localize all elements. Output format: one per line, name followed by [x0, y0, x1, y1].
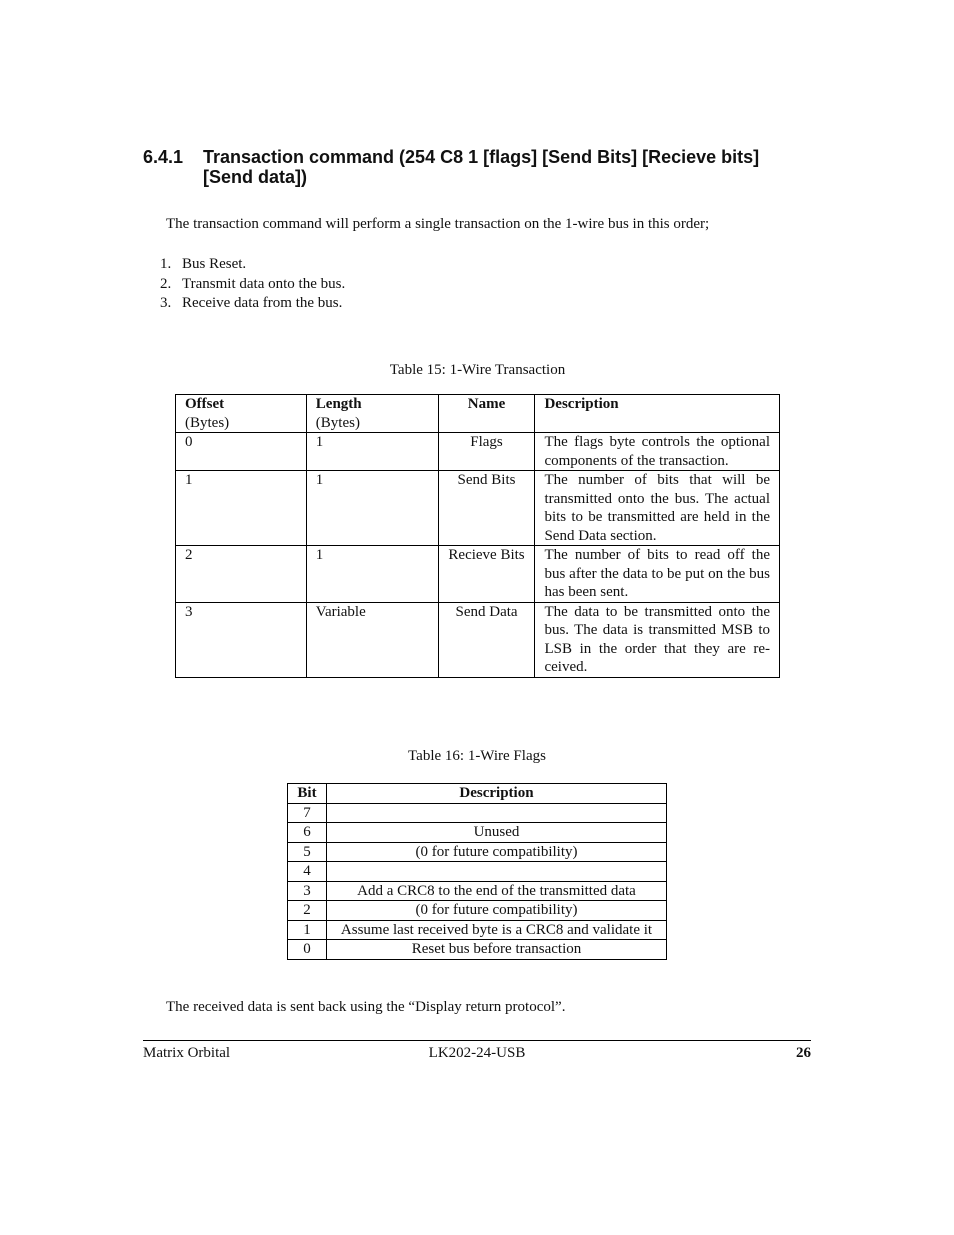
cell-length: 1	[306, 546, 438, 603]
header-length: Length (Bytes)	[306, 395, 438, 433]
header-description: Description	[327, 784, 667, 804]
steps-list	[160, 255, 345, 314]
cell-description: The number of bits to read off the bus after the data to be put on the bus has been sent.	[535, 546, 780, 603]
footer-left: Matrix Orbital	[143, 1045, 231, 1061]
table-row	[288, 842, 667, 862]
cell-bit: 4	[288, 862, 327, 882]
table15-caption: Table 15: 1-Wire Transaction	[389, 362, 566, 378]
cell-bit: 2	[288, 901, 327, 921]
cell-length: Variable	[306, 602, 438, 677]
table-row	[288, 803, 667, 823]
header-description: Description	[535, 395, 780, 433]
cell-length: 1	[306, 433, 438, 471]
list-item: 3. Receive data from the bus.	[160, 295, 343, 311]
table-row	[288, 881, 667, 901]
table-row	[288, 940, 667, 960]
cell-bit: 0	[288, 940, 327, 960]
cell-description: (0 for future compatibility)	[327, 901, 667, 921]
table-row	[288, 823, 667, 843]
cell-name: Recieve Bits	[438, 546, 535, 603]
table-row	[176, 471, 780, 546]
table-header-row	[176, 395, 780, 433]
cell-offset: 1	[176, 471, 307, 546]
table-row	[176, 602, 780, 677]
cell-description: (0 for future compatibility)	[327, 842, 667, 862]
cell-name: Send Data	[438, 602, 535, 677]
flags-table	[287, 783, 667, 960]
page-number: 26	[796, 1045, 811, 1061]
footer-divider	[143, 1040, 811, 1041]
list-item: 1. Bus Reset.	[160, 256, 247, 272]
header-bit: Bit	[288, 784, 327, 804]
intro-paragraph: The transaction command will perform a single transaction on the 1-wire bus in this order;	[166, 216, 710, 232]
cell-bit: 5	[288, 842, 327, 862]
cell-description: The data to be transmitted onto the bus. The data is transmitted MSB to LSB in the order that they are re-ceived.	[535, 602, 780, 677]
cell-bit: 3	[288, 881, 327, 901]
table-header-row	[288, 784, 667, 804]
table16-caption: Table 16: 1-Wire Flags	[408, 748, 546, 764]
table-row	[176, 433, 780, 471]
table-row	[288, 901, 667, 921]
cell-description	[327, 862, 667, 882]
cell-bit: 7	[288, 803, 327, 823]
cell-description	[327, 803, 667, 823]
header-name: Name	[438, 395, 535, 433]
cell-offset: 2	[176, 546, 307, 603]
table-row	[176, 546, 780, 603]
header-offset: Offset (Bytes)	[176, 395, 307, 433]
cell-bit: 6	[288, 823, 327, 843]
cell-description: Reset bus before transaction	[327, 940, 667, 960]
cell-description: Unused	[327, 823, 667, 843]
cell-offset: 3	[176, 602, 307, 677]
list-item: 2. Transmit data onto the bus.	[160, 275, 346, 292]
table-row	[288, 920, 667, 940]
section-title: Transaction command (254 C8 1 [flags] [Send Bits] [Recieve bits] [Send data])	[203, 147, 760, 187]
footer-center: LK202-24-USB	[428, 1045, 526, 1061]
cell-name: Send Bits	[438, 471, 535, 546]
section-number: 6.4.1	[143, 147, 184, 167]
cell-bit: 1	[288, 920, 327, 940]
closing-paragraph: The received data is sent back using the “Display return protocol”.	[166, 999, 566, 1015]
cell-description: The flags byte controls the optional components of the transaction.	[535, 433, 780, 471]
cell-length: 1	[306, 471, 438, 546]
table-row	[288, 862, 667, 882]
cell-offset: 0	[176, 433, 307, 471]
cell-description: Assume last received byte is a CRC8 and validate it	[327, 920, 667, 940]
transaction-table	[175, 394, 780, 678]
cell-name: Flags	[438, 433, 535, 471]
cell-description: Add a CRC8 to the end of the transmitted data	[327, 881, 667, 901]
cell-description: The number of bits that will be transmitted onto the bus. The actual bits to be transmitted are held in the Send Data section.	[535, 471, 780, 546]
